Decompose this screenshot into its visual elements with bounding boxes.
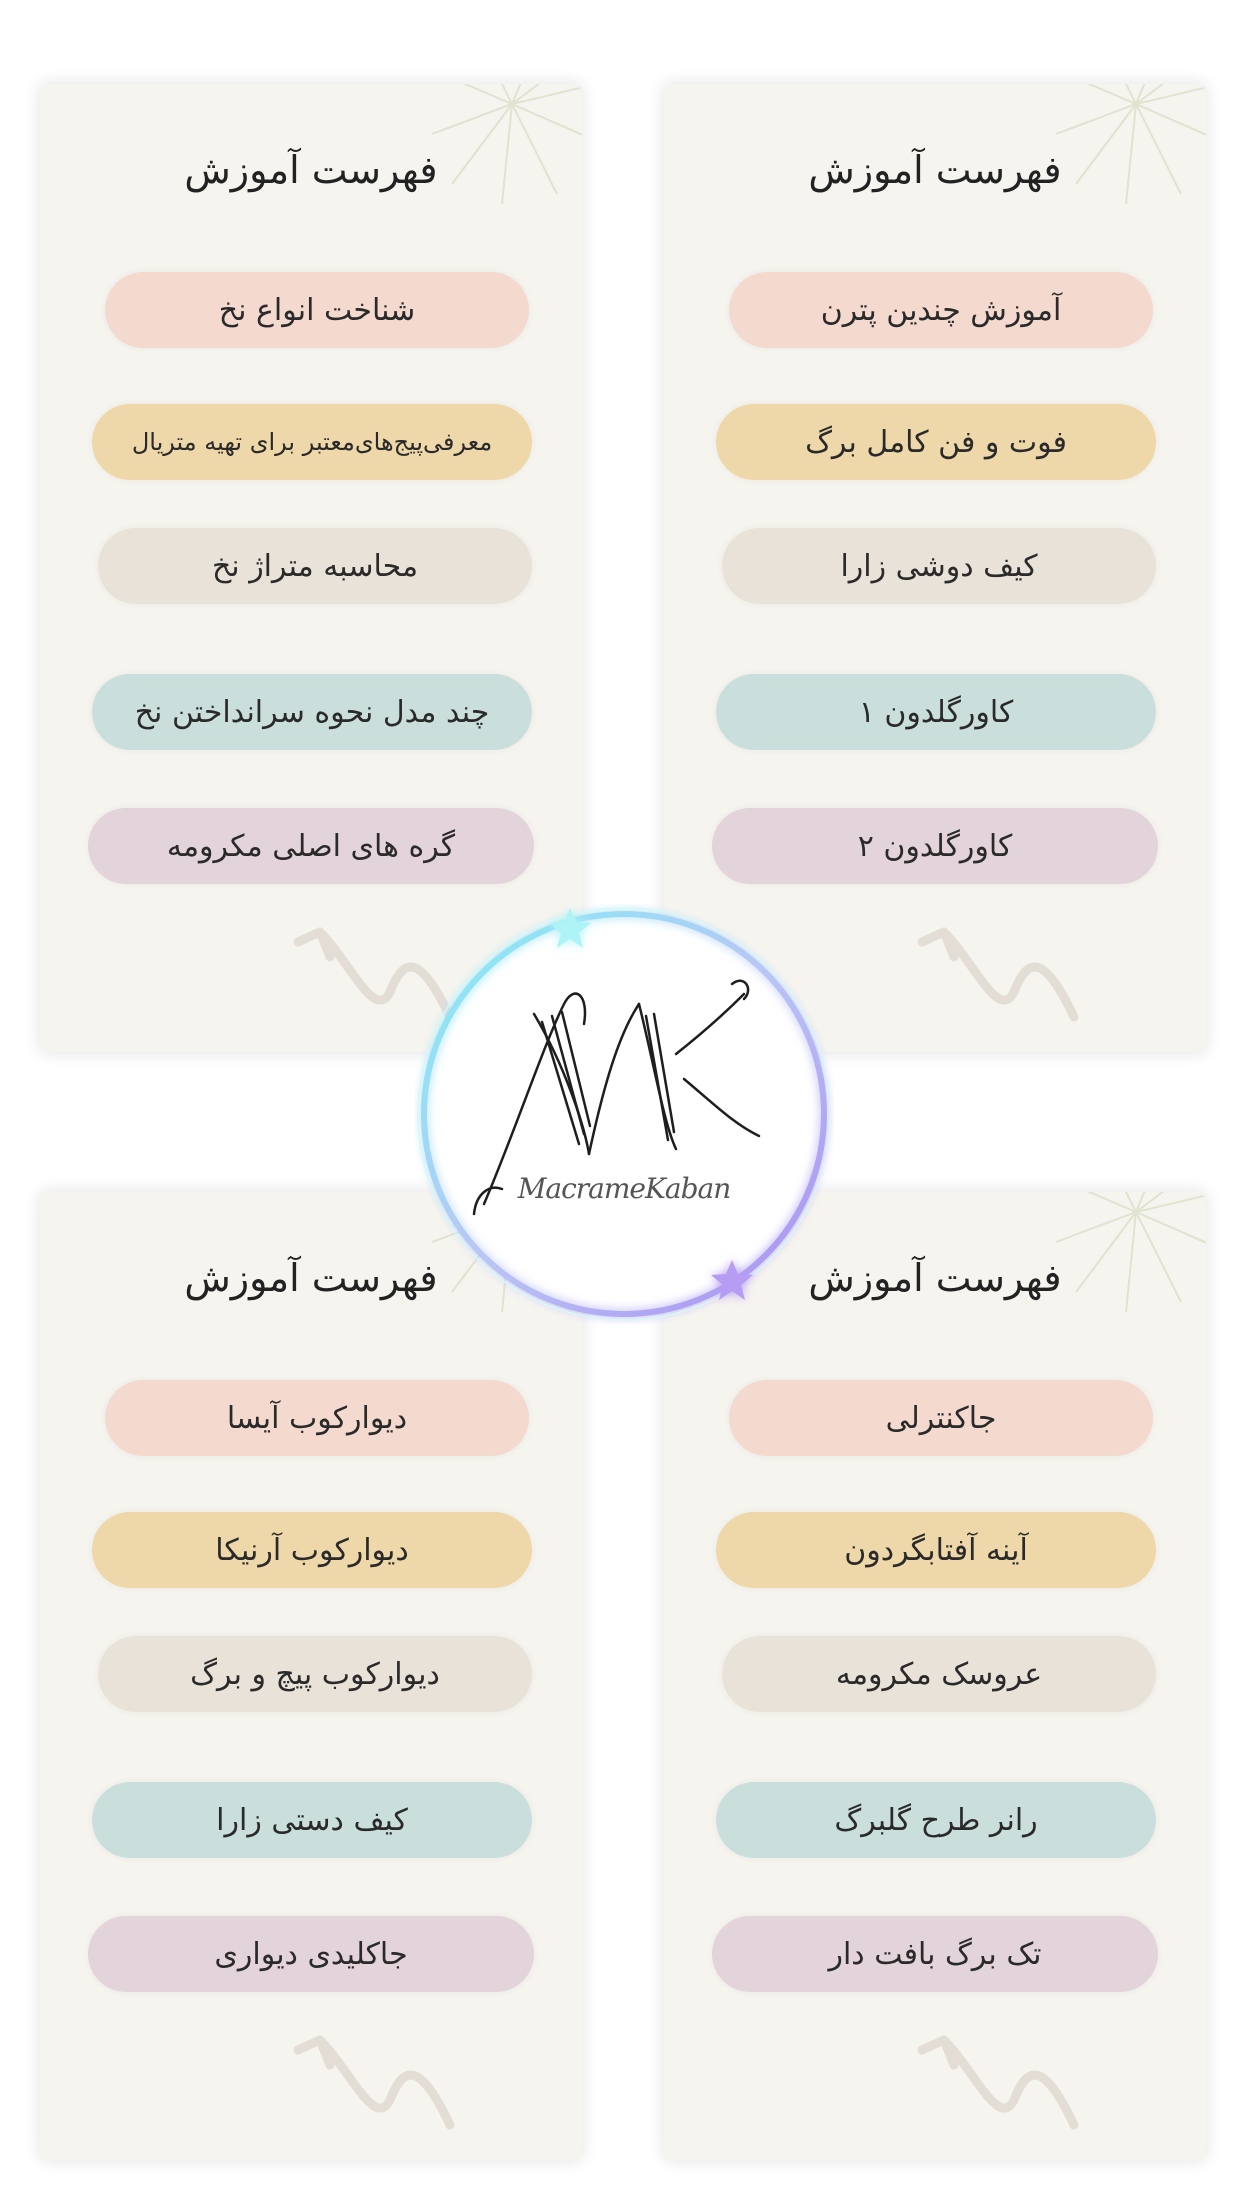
neon-ring-icon xyxy=(414,904,834,1324)
menu-item[interactable]: شناخت انواع نخ xyxy=(105,272,529,348)
menu-item[interactable]: دیوارکوب پیچ و برگ xyxy=(98,1636,532,1712)
menu-item[interactable]: معرفی‌پیج‌های‌معتبر برای تهیه متریال xyxy=(92,404,532,480)
menu-item[interactable]: جاکنترلی xyxy=(729,1380,1153,1456)
menu-card-bottom-left xyxy=(40,1192,582,2160)
menu-item[interactable]: عروسک مکرومه xyxy=(722,1636,1156,1712)
menu-item[interactable]: تک برگ بافت دار xyxy=(712,1916,1158,1992)
menu-item[interactable]: آموزش چندین پترن xyxy=(729,272,1153,348)
logo-wordmark: MacrameKaban xyxy=(517,1172,731,1205)
menu-item[interactable]: دیوارکوب آیسا xyxy=(105,1380,529,1456)
hand-drawn-arrow-icon xyxy=(914,2020,1084,2130)
menu-item[interactable]: کاورگلدون ۱ xyxy=(716,674,1156,750)
menu-item[interactable]: گره های اصلی مکرومه xyxy=(88,808,534,884)
hand-drawn-arrow-icon xyxy=(290,2020,460,2130)
menu-item[interactable]: آینه آفتابگردون xyxy=(716,1512,1156,1588)
menu-card-bottom-right xyxy=(664,1192,1206,2160)
card-title: فهرست آموزش xyxy=(184,148,438,192)
card-title: فهرست آموزش xyxy=(808,1256,1062,1300)
menu-item[interactable]: رانر طرح گلبرگ xyxy=(716,1782,1156,1858)
card-title: فهرست آموزش xyxy=(184,1256,438,1300)
menu-item[interactable]: محاسبه متراژ نخ xyxy=(98,528,532,604)
menu-item[interactable]: دیوارکوب آرنیکا xyxy=(92,1512,532,1588)
menu-item[interactable]: کیف دوشی زارا xyxy=(722,528,1156,604)
menu-item[interactable]: کاورگلدون ۲ xyxy=(712,808,1158,884)
card-title: فهرست آموزش xyxy=(808,148,1062,192)
hand-drawn-arrow-icon xyxy=(914,912,1084,1022)
menu-item[interactable]: چند مدل نحوه سرانداختن نخ xyxy=(92,674,532,750)
menu-item[interactable]: فوت و فن کامل برگ xyxy=(716,404,1156,480)
menu-item[interactable]: کیف دستی زارا xyxy=(92,1782,532,1858)
brand-logo xyxy=(414,904,834,1324)
menu-item[interactable]: جاکلیدی دیواری xyxy=(88,1916,534,1992)
